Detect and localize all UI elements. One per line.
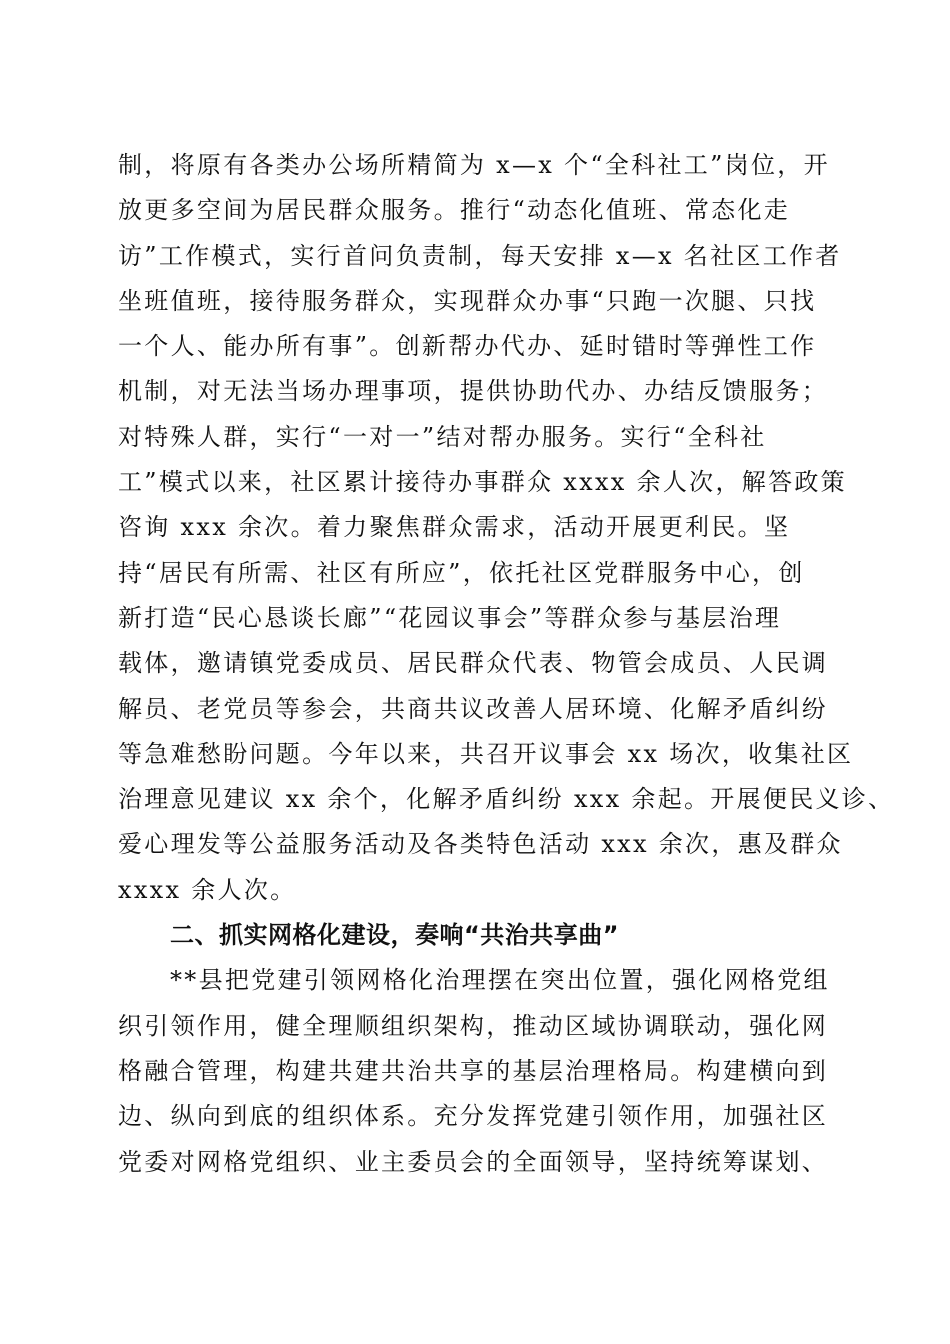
text-line: 咨询 xxx 余次。着力聚焦群众需求，活动开展更利民。坚: [118, 513, 791, 542]
paragraph-1: [118, 143, 895, 913]
text-line: 机制，对无法当场办理事项，提供协助代办、办结反馈服务；: [118, 377, 829, 406]
text-line: 载体，邀请镇党委成员、居民群众代表、物管会成员、人民调: [118, 649, 829, 678]
text-line: 新打造“民心恳谈长廊”“花园议事会”等群众参与基层治理: [118, 603, 782, 632]
text-line: 解员、老党员等参会，共商共议改善人居环境、化解矛盾纠纷: [118, 694, 829, 723]
text-line: 持“居民有所需、社区有所应”，依托社区党群服务中心，创: [118, 558, 805, 587]
text-line: 党委对网格党组织、业主委员会的全面领导，坚持统筹谋划、: [118, 1147, 829, 1176]
document-page: [118, 143, 895, 1185]
text-line: 制，将原有各类办公场所精简为 x—x 个“全科社工”岗位，开: [118, 151, 830, 179]
text-line: **县把党建引领网格化治理摆在突出位置，强化网格党组: [170, 966, 830, 995]
text-line: 格融合管理，构建共建共治共享的基层治理格局。构建横向到: [118, 1056, 829, 1085]
text-line: 访”工作模式，实行首问负责制，每天安排 x—x 名社区工作者: [118, 241, 842, 270]
text-line: xxxx 余人次。: [118, 875, 297, 904]
text-line: 工”模式以来，社区累计接待办事群众 xxxx 余人次，解答政策: [118, 468, 847, 497]
text-line: 一个人、能办所有事”。创新帮办代办、延时错时等弹性工作: [118, 332, 817, 361]
text-line: 爱心理发等公益服务活动及各类特色活动 xxx 余次，惠及群众: [118, 830, 843, 859]
section-heading: 二、抓实网格化建设，奏响“共治共享曲”: [170, 921, 620, 950]
text-line: 边、纵向到底的组织体系。充分发挥党建引领作用，加强社区: [118, 1102, 829, 1131]
text-line: 对特殊人群，实行“一对一”结对帮办服务。实行“全科社: [118, 422, 767, 451]
paragraph-2: [118, 958, 830, 1184]
text-line: 坐班值班，接待服务群众，实现群众办事“只跑一次腿、只找: [118, 286, 817, 315]
text-line: 织引领作用，健全理顺组织架构，推动区域协调联动，强化网: [118, 1011, 829, 1040]
text-line: 等急难愁盼问题。今年以来，共召开议事会 xx 场次，收集社区: [118, 739, 854, 768]
text-line: 放更多空间为居民群众服务。推行“动态化值班、常态化走: [118, 196, 791, 225]
text-line: 治理意见建议 xx 余个，化解矛盾纠纷 xxx 余起。开展便民义诊、: [118, 785, 895, 814]
